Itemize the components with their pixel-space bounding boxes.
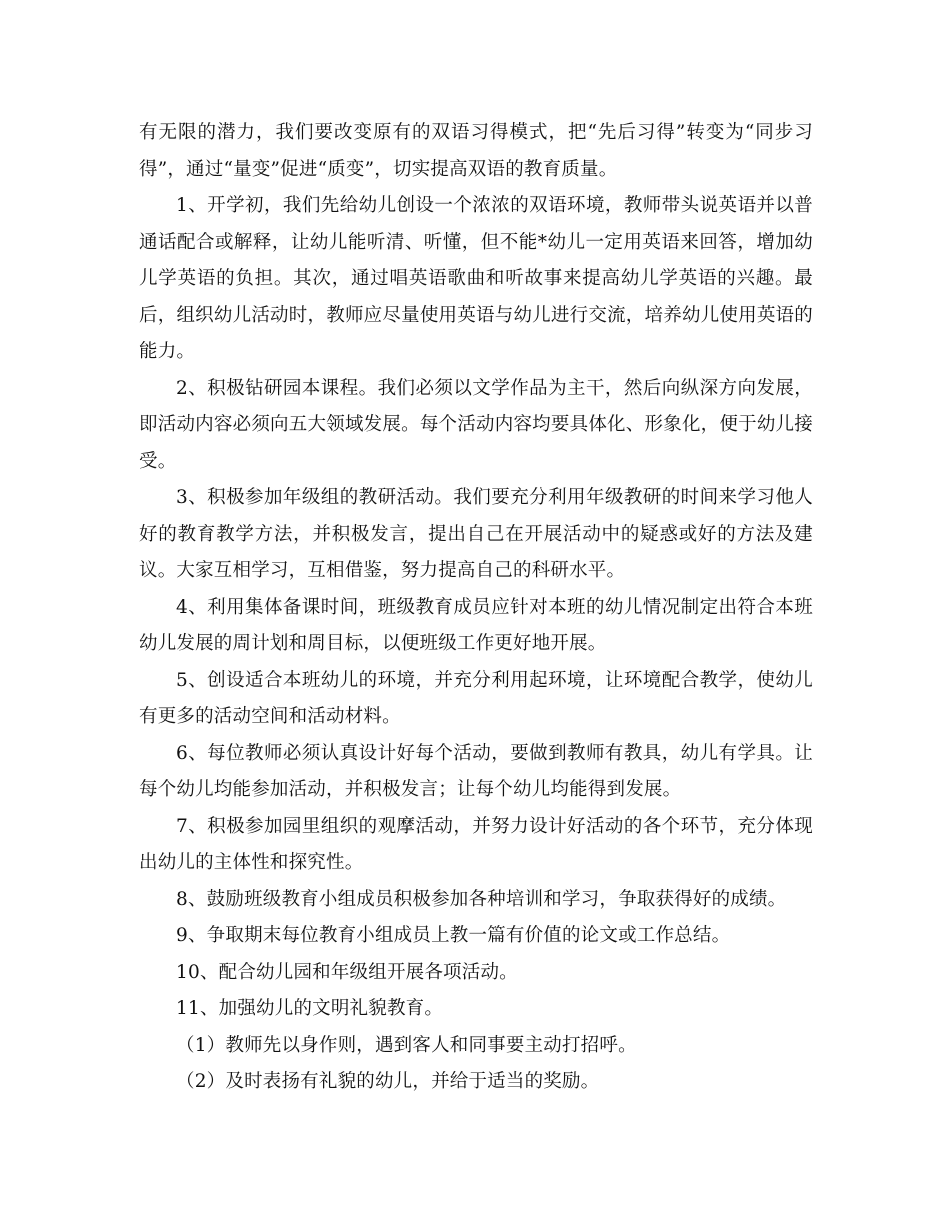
- paragraph-subitem-1: （1）教师先以身作则，遇到客人和同事要主动打招呼。: [176, 1034, 637, 1056]
- paragraph-item-1: 1、开学初，我们先给幼儿创设一个浓浓的双语环境，教师带头说英语并以普通话配合或解释，让幼儿能听清、听懂，但不能*幼儿一定用英语来回答，增加幼儿学英语的负担。其次，通过唱英语歌曲和听故事来提高幼儿学英语的兴趣。最后，组织幼儿活动时，教师应尽量使用英语与幼儿进行交流，培养幼儿使用英语的能力。: [139, 195, 813, 362]
- paragraph-item-2: 2、积极钻研园本课程。我们必须以文学作品为主干，然后向纵深方向发展，即活动内容必须向五大领域发展。每个活动内容均要具体化、形象化，便于幼儿接受。: [139, 377, 813, 472]
- paragraph-item-3: 3、积极参加年级组的教研活动。我们要充分利用年级教研的时间来学习他人好的教育教学方法，并积极发言，提出自己在开展活动中的疑惑或好的方法及建议。大家互相学习，互相借鉴，努力提高自己的科研水平。: [139, 487, 813, 581]
- paragraph-continued: 有无限的潜力，我们要改变原有的双语习得模式，把“先后习得”转变为“同步习得”，通过“量变”促进“质变”，切实提高双语的教育质量。: [139, 122, 813, 180]
- paragraph-item-5: 5、创设适合本班幼儿的环境，并充分利用起环境，让环境配合教学，使幼儿有更多的活动空间和活动材料。: [139, 669, 813, 727]
- paragraph-subitem-2: （2）及时表扬有礼貌的幼儿，并给于适当的奖励。: [176, 1071, 600, 1092]
- paragraph-item-4: 4、利用集体备课时间，班级教育成员应针对本班的幼儿情况制定出符合本班幼儿发展的周计划和周目标，以便班级工作更好地开展。: [139, 596, 813, 654]
- paragraph-item-9: 9、争取期末每位教育小组成员上教一篇有价值的论文或工作总结。: [176, 925, 731, 946]
- paragraph-item-7: 7、积极参加园里组织的观摩活动，并努力设计好活动的各个环节，充分体现出幼儿的主体性和探究性。: [139, 815, 813, 873]
- paragraph-item-6: 6、每位教师必须认真设计好每个活动，要做到教师有教具，幼儿有学具。让每个幼儿均能参加活动，并积极发言；让每个幼儿均能得到发展。: [139, 742, 813, 800]
- paragraph-item-8: 8、鼓励班级教育小组成员积极参加各种培训和学习，争取获得好的成绩。: [176, 888, 787, 910]
- paragraph-item-10: 10、配合幼儿园和年级组开展各项活动。: [176, 961, 518, 983]
- paragraph-item-11: 11、加强幼儿的文明礼貌教育。: [176, 998, 444, 1019]
